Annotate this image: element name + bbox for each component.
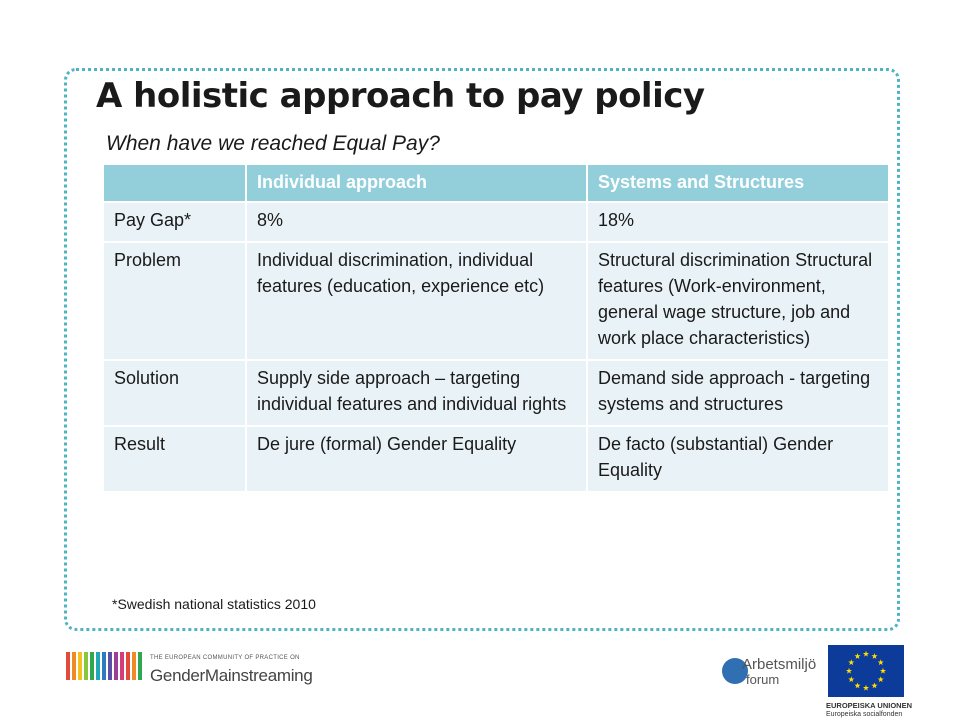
af-line2: forum	[746, 672, 780, 687]
gm-name: GenderMainstreaming	[150, 666, 313, 685]
table-cell: Demand side approach - targeting systems and structures	[587, 360, 889, 426]
af-line1: Arbetsmiljö	[742, 656, 817, 673]
arbetsmiljo-forum-logo	[722, 652, 822, 692]
eu-line2: Europeiska socialfonden	[826, 711, 903, 718]
eu-star-icon	[871, 683, 877, 689]
eu-star-icon	[878, 659, 884, 665]
page-title: A holistic approach to pay policy	[96, 76, 705, 116]
table-cell: De facto (substantial) Gender Equality	[587, 426, 889, 492]
header-cell-systems: Systems and Structures	[587, 164, 889, 202]
row-label: Problem	[103, 242, 246, 360]
eu-star-icon	[846, 668, 852, 674]
table-row	[103, 242, 889, 360]
table-row	[103, 202, 889, 242]
eu-star-icon	[863, 651, 869, 657]
eu-line1: EUROPEISKA UNIONEN	[826, 701, 912, 710]
row-label: Result	[103, 426, 246, 492]
gender-mainstreaming-logo	[66, 648, 316, 688]
page-subtitle: When have we reached Equal Pay?	[106, 132, 440, 155]
eu-star-icon	[871, 653, 877, 659]
table-cell: De jure (formal) Gender Equality	[246, 426, 587, 492]
eu-star-icon	[880, 668, 886, 674]
eu-star-icon	[848, 659, 854, 665]
eu-star-icon	[848, 676, 854, 682]
row-label: Solution	[103, 360, 246, 426]
table-cell: 8%	[246, 202, 587, 242]
table-cell: Individual discrimination, individual features (education, experience etc)	[246, 242, 587, 360]
table-cell: 18%	[587, 202, 889, 242]
table-header-row	[103, 164, 889, 202]
row-label: Pay Gap*	[103, 202, 246, 242]
table-cell: Supply side approach – targeting individual features and individual rights	[246, 360, 587, 426]
comparison-table	[102, 163, 890, 493]
eu-stars-icon	[828, 645, 904, 697]
table-row	[103, 426, 889, 492]
footnote: *Swedish national statistics 2010	[112, 596, 316, 612]
eu-star-icon	[854, 653, 860, 659]
color-bars-icon	[66, 648, 146, 682]
gm-tagline: THE EUROPEAN COMMUNITY OF PRACTICE ON	[150, 655, 300, 661]
table-row	[103, 360, 889, 426]
header-cell-empty	[103, 164, 246, 202]
table-cell: Structural discrimination Structural features (Work-environment, general wage structure, job and work place characteristics)	[587, 242, 889, 360]
header-cell-individual: Individual approach	[246, 164, 587, 202]
eu-star-icon	[854, 683, 860, 689]
eu-logo	[826, 645, 912, 720]
eu-star-icon	[878, 676, 884, 682]
eu-star-icon	[863, 685, 869, 691]
eu-flag-icon	[828, 645, 904, 697]
